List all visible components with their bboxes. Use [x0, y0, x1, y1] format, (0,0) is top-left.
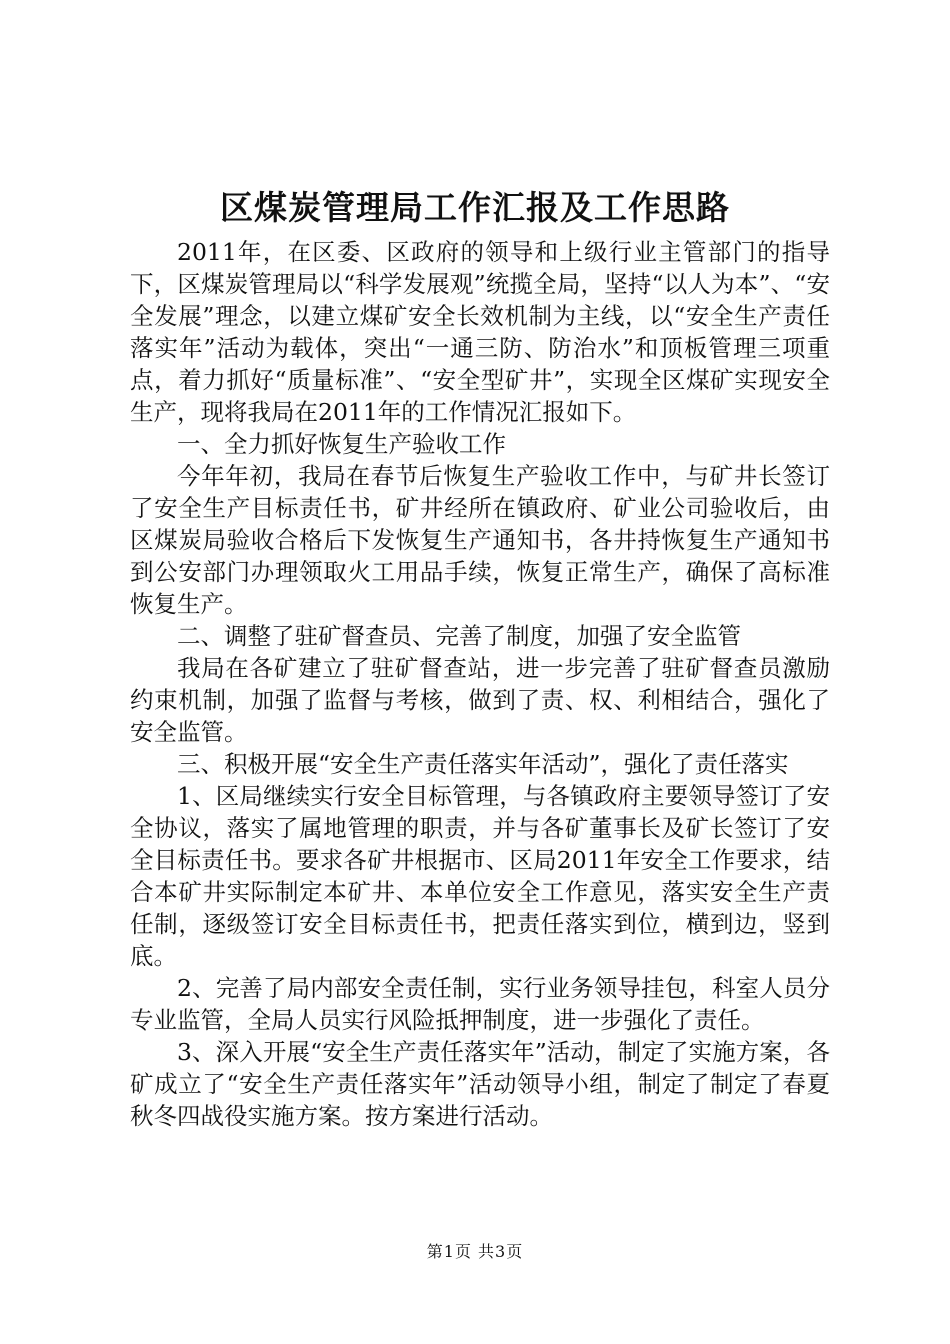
section-heading-2: 二、调整了驻矿督查员、完善了制度，加强了安全监管 [177, 622, 741, 650]
section-paragraph-2: 我局在各矿建立了驻矿督查站，进一步完善了驻矿督查员激励约束机制，加强了监督与考核，做到了责、权、利相结合，强化了安全监管。 [130, 654, 830, 746]
page-number-footer: 第1页 共3页 [426, 1242, 524, 1261]
page-title: 区煤炭管理局工作汇报及工作思路 [220, 188, 730, 227]
list-item-3: 3、深入开展“安全生产责任落实年”活动，制定了实施方案，各矿成立了“安全生产责任落实年”活动领导小组，制定了制定了春夏秋冬四战役实施方案。按方案进行活动。 [130, 1038, 830, 1130]
document-body [130, 236, 830, 1132]
section-heading-3: 三、积极开展“安全生产责任落实年活动”，强化了责任落实 [177, 750, 789, 778]
intro-paragraph: 2011年，在区委、区政府的领导和上级行业主管部门的指导下，区煤炭管理局以“科学发展观”统揽全局，坚持“以人为本”、“安全发展”理念，以建立煤矿安全长效机制为主线，以“安全生产责任落实年”活动为载体，突出“一通三防、防治水”和顶板管理三项重点，着力抓好“质量标准”、“安全型矿井”，实现全区煤矿实现安全生产，现将我局在2011年的工作情况汇报如下。 [130, 238, 830, 426]
section-paragraph-1: 今年年初，我局在春节后恢复生产验收工作中，与矿井长签订了安全生产目标责任书，矿井经所在镇政府、矿业公司验收后，由区煤炭局验收合格后下发恢复生产通知书，各井持恢复生产通知书到公安部门办理领取火工用品手续，恢复正常生产，确保了高标准恢复生产。 [130, 462, 830, 618]
list-item-2: 2、完善了局内部安全责任制，实行业务领导挂包，科室人员分专业监管，全局人员实行风险抵押制度，进一步强化了责任。 [130, 974, 830, 1034]
list-item-1: 1、区局继续实行安全目标管理，与各镇政府主要领导签订了安全协议，落实了属地管理的职责，并与各矿董事长及矿长签订了安全目标责任书。要求各矿井根据市、区局2011年安全工作要求，结合本矿井实际制定本矿井、本单位安全工作意见，落实安全生产责任制，逐级签订安全目标责任书，把责任落实到位，横到边，竖到底。 [130, 782, 830, 970]
section-heading-1: 一、全力抓好恢复生产验收工作 [177, 430, 506, 458]
